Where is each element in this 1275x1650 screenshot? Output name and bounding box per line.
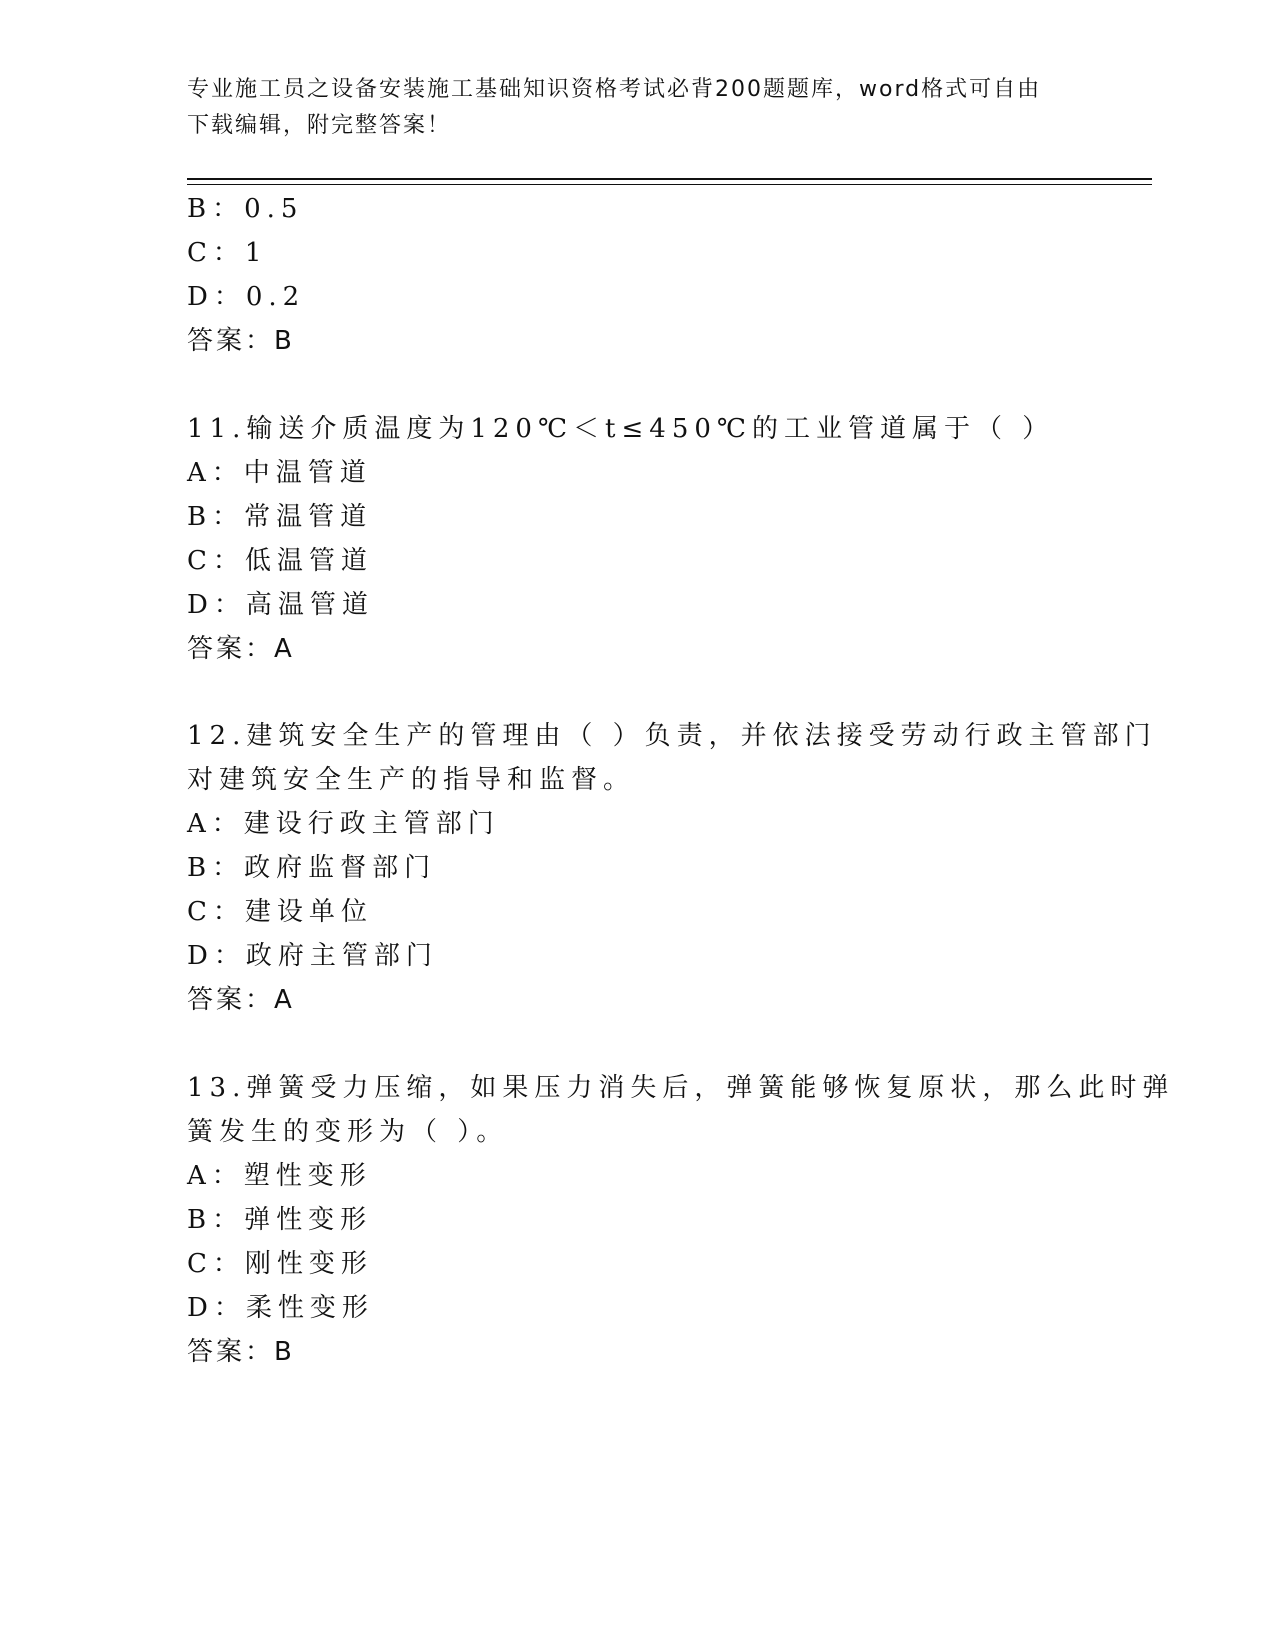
q10-option-c: C：1 [187, 238, 268, 268]
q13-option-b: B：弹性变形 [187, 1205, 373, 1235]
q12-option-d: D：政府主管部门 [187, 941, 438, 971]
q12-option-b: B：政府监督部门 [187, 853, 437, 883]
q11-answer: 答案：A [187, 634, 295, 664]
q13-option-c: C：刚性变形 [187, 1249, 373, 1279]
q10-option-b: B：0.5 [187, 194, 304, 224]
q12-stem-line-2: 对建筑安全生产的指导和监督。 [187, 765, 636, 795]
header-divider-thin [187, 184, 1152, 185]
q13-option-a: A：塑性变形 [187, 1161, 372, 1191]
q12-answer: 答案：A [187, 985, 295, 1015]
q10-answer: 答案：B [187, 326, 295, 356]
header-divider-thick [187, 178, 1152, 180]
q13-option-d: D：柔性变形 [187, 1293, 374, 1323]
q13-stem-line-2: 簧发生的变形为（ ）。 [187, 1117, 509, 1147]
q12-stem-line-1: 12.建筑安全生产的管理由（ ）负责，并依法接受劳动行政主管部门 [187, 721, 1157, 751]
header-line-2: 下载编辑，附完整答案！ [187, 113, 452, 138]
header-line-1: 专业施工员之设备安装施工基础知识资格考试必背200题题库，word格式可自由 [187, 77, 1042, 102]
q11-option-d: D：高温管道 [187, 590, 374, 620]
q13-answer: 答案：B [187, 1337, 295, 1367]
q12-option-a: A：建设行政主管部门 [187, 809, 500, 839]
q11-option-c: C：低温管道 [187, 546, 373, 576]
q10-option-d: D：0.2 [187, 282, 306, 312]
q12-option-c: C：建设单位 [187, 897, 373, 927]
q13-stem-line-1: 13.弹簧受力压缩，如果压力消失后，弹簧能够恢复原状，那么此时弹 [187, 1073, 1175, 1103]
q11-option-a: A：中温管道 [187, 458, 372, 488]
q11-option-b: B：常温管道 [187, 502, 373, 532]
document-header [187, 72, 1067, 144]
q11-stem: 11.输送介质温度为120℃＜t≤450℃的工业管道属于（ ） [187, 414, 1055, 444]
